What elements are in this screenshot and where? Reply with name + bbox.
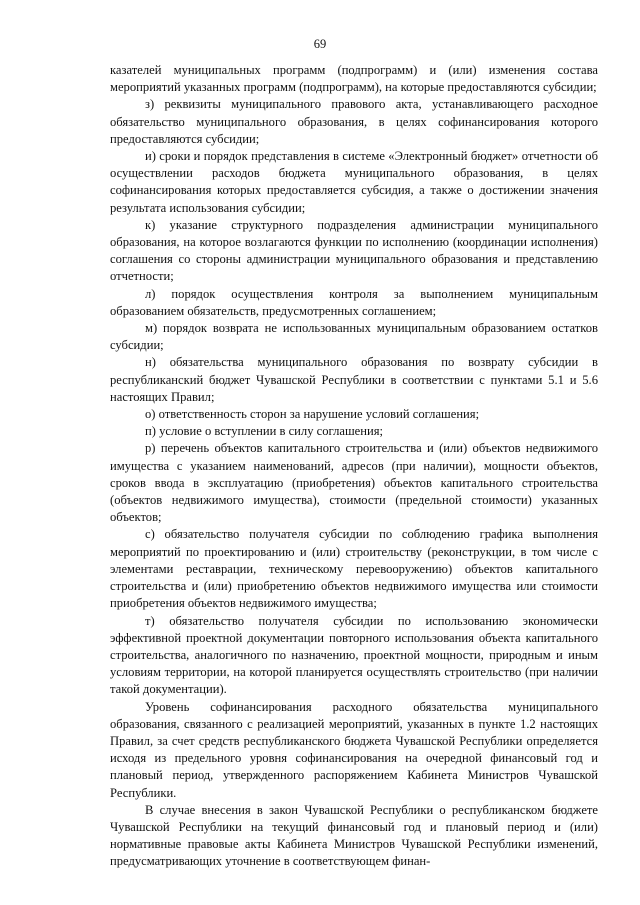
paragraph-item-i: и) сроки и порядок представления в системе «Электронный бюджет» отчетности об осуществлении расходов бюджета муниципального образования, в целях софинансирования которых предоставляется субсидия, а также о достижении значения результата использования субсидии; — [110, 149, 598, 215]
paragraph-item-m: м) порядок возврата не использованных муниципальным образованием остатков субсидии; — [110, 321, 598, 353]
paragraph-item-k: к) указание структурного подразделения администрации муниципального образования, на которое возлагаются функции по исполнению (координации исполнения) соглашения со стороны администрации муниципального образования и представлению отчетности; — [110, 217, 598, 284]
paragraph-item-t: т) обязательство получателя субсидии по использованию экономически эффективной проектной документации повторного использования объекта капитального строительства, аналогичного по назначению, проектной мощности, природным и иным условиям территории, на которой планируется осуществлять строительство (при наличии такой документации). — [110, 613, 598, 697]
paragraph-item-s: с) обязательство получателя субсидии по соблюдению графика выполнения мероприятий по проектированию и (или) строительству (реконструкции, в том числе с элементами реставрации, техническому перевооружению) объектов капитального строительства и (или) приобретению объектов недвижимого имущества или стоимости приобретения объектов недвижимого имущества; — [110, 527, 598, 611]
page-number: 69 — [313, 37, 327, 51]
paragraph-item-l: л) порядок осуществления контроля за выполнением муниципальным образованием обязательств, предусмотренных соглашением; — [110, 286, 598, 318]
paragraph-item-p: п) условие о вступлении в силу соглашения; — [145, 424, 383, 439]
paragraph-item-o: о) ответственность сторон за нарушение условий соглашения; — [145, 407, 480, 422]
paragraph-law-amendments: В случае внесения в закон Чувашской Республики о республиканском бюджете Чувашской Республики на текущий финансовый год и плановый период и (или) нормативные правовые акты Кабинета Министров Чувашской Республики изменений, предусматривающих уточнение в соответствующем финан- — [110, 802, 598, 869]
paragraph-item-z: з) реквизиты муниципального правового акта, устанавливающего расходное обязательство муниципального образования, в целях софинансирования которого предоставляются субсидии; — [110, 97, 598, 146]
paragraph-item-n: н) обязательства муниципального образования по возврату субсидии в республиканский бюджет Чувашской Республики в соответствии с пунктами 5.1 и 5.6 настоящих Правил; — [110, 355, 598, 404]
paragraph-cofinancing-level: Уровень софинансирования расходного обязательства муниципального образования, связанного с реализацией мероприятий, указанных в пункте 1.2 настоящих Правил, за счет средств республиканского бюджета Чувашской Республики определяется исходя из предельного уровня софинансирования на очередной финансовый год и плановый период, утвержденного распоряжением Кабинета Министров Чувашской Республики. — [110, 699, 598, 800]
paragraph-continuation: казателей муниципальных программ (подпрограмм) и (или) изменения состава мероприятий указанных программ (подпрограмм), на которые предоставляются субсидии; — [110, 63, 598, 95]
paragraph-item-r: р) перечень объектов капитального строительства и (или) объектов недвижимого имущества с указанием наименований, адресов (при наличии), мощности объектов, сроков ввода в эксплуатацию (приобретения) объектов капитального строительства (объектов недвижимого имущества), стоимости (предельной стоимости) указанных объектов; — [110, 441, 598, 525]
body-text — [110, 62, 598, 871]
